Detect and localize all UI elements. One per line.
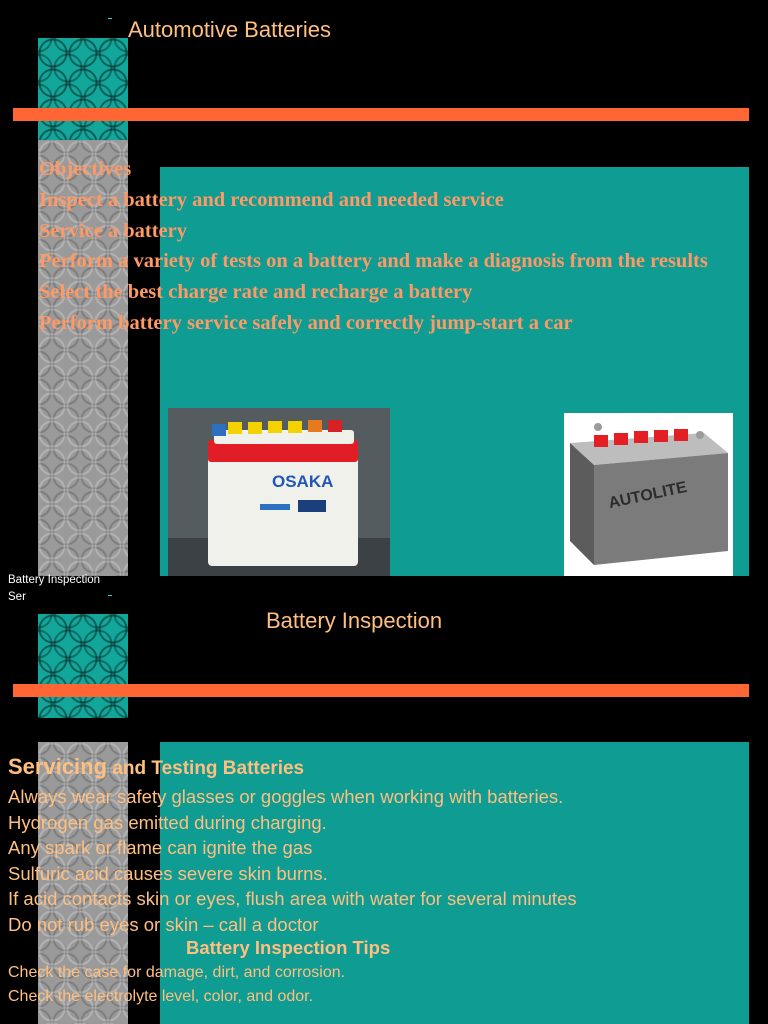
objective-item: Inspect a battery and recommend and needed service [39, 188, 504, 211]
tips-heading: Battery Inspection Tips [186, 937, 391, 958]
objective-item: Perform a variety of tests on a battery and make a diagnosis from the results [39, 250, 708, 273]
battery-image-autolite [564, 413, 733, 576]
servicing-heading-word: Servicing [8, 754, 108, 779]
battery-brand-osaka: OSAKA [272, 472, 334, 491]
objectives-heading: Objectives [39, 158, 132, 180]
accent-dash [108, 18, 112, 19]
orange-divider [13, 684, 749, 697]
orange-divider [13, 108, 749, 121]
tip-item: Check the case for damage, dirt, and corrosion. [8, 964, 346, 981]
slide-footnote [8, 572, 100, 606]
safety-item: Always wear safety glasses or goggles when working with batteries. [8, 786, 564, 807]
servicing-heading [8, 754, 304, 780]
safety-item: Do not rub eyes or skin – call a doctor [8, 913, 319, 935]
decorative-square [38, 614, 128, 718]
safety-item: Sulfuric acid causes severe skin burns. [8, 862, 328, 884]
safety-item: If acid contacts skin or eyes, flush area with water for several minutes [8, 888, 577, 909]
slide2-title: Battery Inspection [266, 608, 443, 633]
battery-image-osaka [168, 408, 390, 576]
objective-item: Select the best charge rate and recharge a battery [39, 281, 473, 304]
accent-dash [108, 595, 112, 596]
safety-item: Any spark or flame can ignite the gas [8, 837, 313, 858]
objectives-block [39, 154, 759, 339]
servicing-heading-rest: and Testing Batteries [107, 758, 305, 779]
decorative-square [38, 38, 128, 140]
tip-item: Check the electrolyte level, color, and odor. [8, 988, 314, 1005]
objective-item: Service a battery [39, 219, 187, 242]
battery-brand-autolite: AUTOLITE [606, 478, 689, 513]
footnote-line-1: Battery Inspection [8, 574, 101, 586]
safety-item: Hydrogen gas emitted during charging. [8, 811, 327, 833]
slide1-title: Automotive Batteries [128, 17, 331, 42]
tips-list [8, 961, 748, 1009]
footnote-line-2: Ser [8, 591, 26, 603]
safety-list [8, 784, 748, 937]
objective-item: Perform battery service safely and correctly jump-start a car [39, 311, 573, 334]
